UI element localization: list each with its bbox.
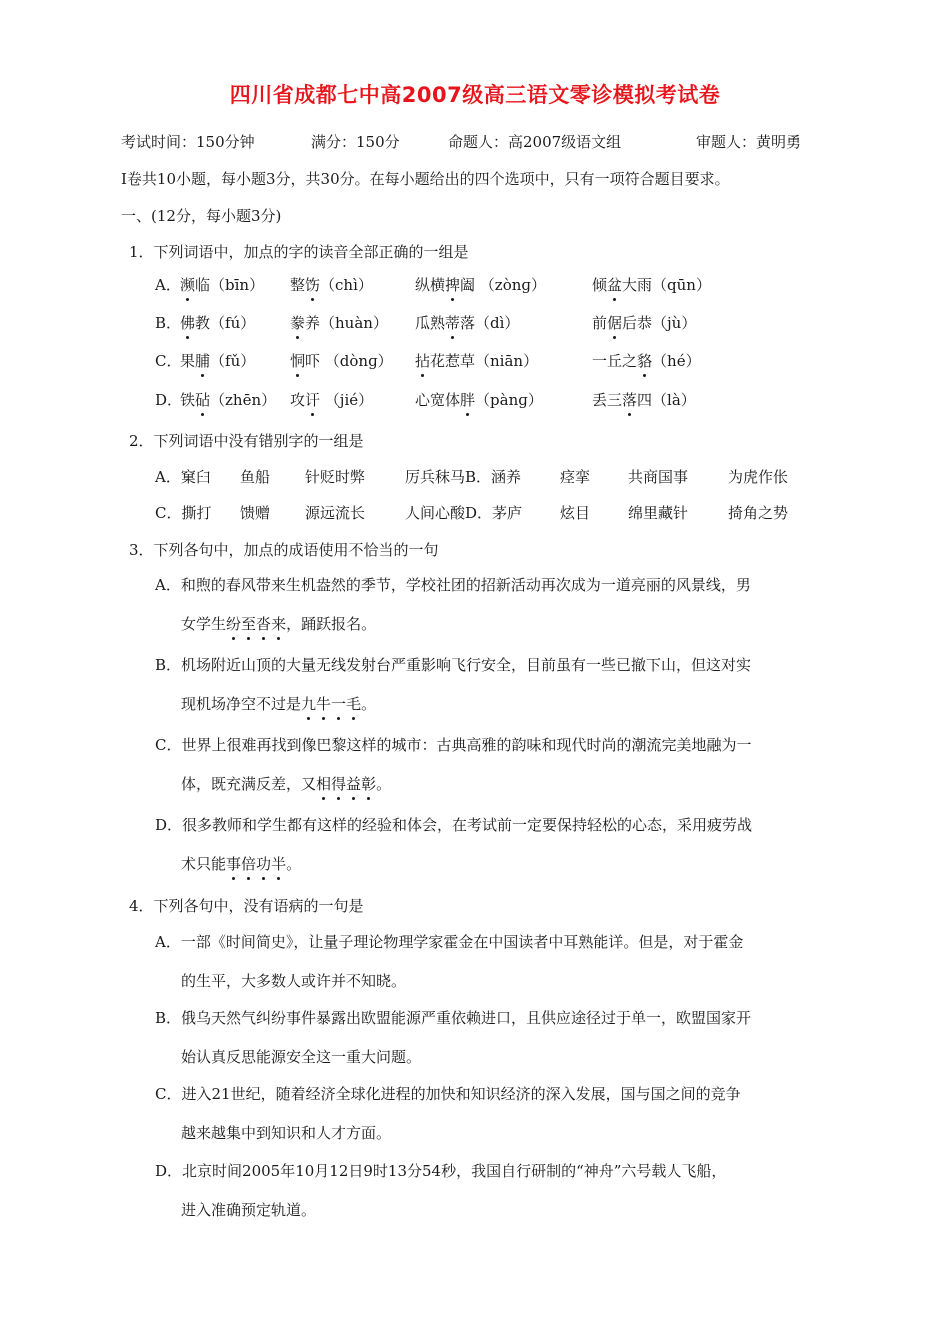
option-text-continued: 越来越集中到知识和人才方面。 <box>181 1124 392 1142</box>
dotted-char: 沓 <box>256 615 272 633</box>
word-text: 阖 （zònɡ） <box>460 276 546 294</box>
word-item <box>290 313 388 333</box>
word-item <box>290 351 393 371</box>
word-text: 铁 <box>180 391 196 409</box>
word-item: C．撕打 <box>155 504 212 522</box>
word-text: 整 <box>290 276 306 294</box>
word-text: 丢三 <box>592 391 623 409</box>
option-text-continued <box>181 694 376 714</box>
option-label: A． <box>155 276 181 294</box>
exam-time: 考试时间：150分钟 <box>121 133 255 151</box>
dotted-char: 貉 <box>637 352 653 370</box>
dotted-char: 益 <box>346 775 362 793</box>
word-text: 吓 （dònɡ） <box>305 352 393 370</box>
word-text: 体，既充满反差，又 <box>181 775 317 793</box>
dotted-char: 砧 <box>195 391 211 409</box>
word-text: 花惹草（niān） <box>430 352 539 370</box>
dotted-char: 功 <box>256 855 272 873</box>
word-text: 攻 <box>290 391 306 409</box>
word-text: 女学生 <box>181 615 227 633</box>
word-item: 鱼船 <box>240 468 271 486</box>
question-1-stem: 1．下列词语中，加点的字的读音全部正确的一组是 <box>129 243 469 261</box>
word-item <box>180 275 264 295</box>
option-text: A．一部《时间简史》，让量子理论物理学家霍金在中国读者中耳熟能详。但是，对于霍金 <box>155 933 744 951</box>
option-text-continued: 始认真反思能源安全这一重大问题。 <box>181 1048 422 1066</box>
dotted-char: 纷 <box>226 615 242 633</box>
option-text: B．俄乌天然气纠纷事件暴露出欧盟能源严重依赖进口，且供应途径过于单一，欧盟国家开 <box>155 1009 752 1027</box>
option-text: D．很多教师和学生都有这样的经验和体会，在考试前一定要保持轻松的心态，采用疲劳战 <box>155 816 753 834</box>
word-item: 痉挛 <box>560 468 591 486</box>
word-item <box>592 390 696 410</box>
option-text: B．机场附近山顶的大量无线发射台严重影响飞行安全，目前虽有一些已撤下山，但这对实 <box>155 656 752 674</box>
word-text: （fǔ） <box>210 352 256 370</box>
word-text: 纵横 <box>415 276 446 294</box>
word-text: 倾 <box>592 276 608 294</box>
option-text-continued: 进入准确预定轨道。 <box>181 1201 317 1219</box>
section-heading: 一、(12分，每小题3分) <box>121 207 282 225</box>
word-item: 炫目 <box>560 504 591 522</box>
dotted-char: 毛 <box>346 695 362 713</box>
word-text: （zhēn） <box>210 391 277 409</box>
word-item: 掎角之势 <box>728 504 789 522</box>
word-text: 果 <box>180 352 196 370</box>
word-text: 心宽体 <box>415 391 461 409</box>
dotted-char: 盆 <box>607 276 623 294</box>
dotted-char: 蒂 <box>445 314 461 332</box>
dotted-char: 倨 <box>607 314 623 332</box>
exam-setter: 命题人：高2007级语文组 <box>448 133 622 151</box>
word-item: A．窠臼 <box>155 468 211 486</box>
dotted-char: 捭 <box>445 276 461 294</box>
word-item: 厉兵秣马B．涵养 <box>405 468 522 486</box>
option-label: C． <box>155 352 182 370</box>
word-item <box>290 275 373 295</box>
dotted-char: 至 <box>241 615 257 633</box>
word-item <box>180 313 255 333</box>
exam-reviewer: 审题人：黄明勇 <box>696 133 802 151</box>
word-text: 养（huàn） <box>305 314 388 332</box>
word-item: 共商国事 <box>628 468 689 486</box>
word-text: 。 <box>376 775 392 793</box>
word-item <box>180 351 255 371</box>
question-3-stem: 3．下列各句中，加点的成语使用不恰当的一句 <box>129 541 439 559</box>
dotted-char: 九 <box>301 695 317 713</box>
word-text: 。 <box>361 695 377 713</box>
word-text: 教（fú） <box>195 314 256 332</box>
word-text: （hé） <box>652 352 701 370</box>
dotted-char: 恫 <box>290 352 306 370</box>
word-item <box>415 275 546 295</box>
word-item <box>415 390 543 410</box>
word-text: 术只能 <box>181 855 227 873</box>
word-text: 四（là） <box>637 391 696 409</box>
dotted-char: 脯 <box>195 352 211 370</box>
option-text-continued <box>181 854 301 874</box>
dotted-char: 落 <box>622 391 638 409</box>
dotted-char: 佛 <box>180 314 196 332</box>
dotted-char: 胖 <box>460 391 476 409</box>
word-item <box>290 390 373 410</box>
word-item <box>592 313 696 333</box>
word-text: 前 <box>592 314 608 332</box>
dotted-char: 彰 <box>361 775 377 793</box>
word-item: 源远流长 <box>305 504 366 522</box>
word-text: （chì） <box>320 276 373 294</box>
dotted-char: 事 <box>226 855 242 873</box>
dotted-char: 半 <box>271 855 287 873</box>
exam-instructions: Ⅰ卷共10小题，每小题3分，共30分。在每小题给出的四个选项中，只有一项符合题目要求。 <box>121 170 730 188</box>
option-text-continued <box>181 774 391 794</box>
word-text: 落（dì） <box>460 314 520 332</box>
dotted-char: 饬 <box>305 276 321 294</box>
dotted-char: 一 <box>331 695 347 713</box>
word-item: 绵里藏针 <box>628 504 689 522</box>
option-text-continued: 的生平，大多数人或许并不知晓。 <box>181 972 407 990</box>
dotted-char: 来 <box>271 615 287 633</box>
exam-full-score: 满分：150分 <box>311 133 400 151</box>
word-item <box>592 275 711 295</box>
option-text: A．和煦的春风带来生机盎然的季节，学校社团的招新活动再次成为一道亮丽的风景线，男 <box>155 576 751 594</box>
word-item: 馈赠 <box>240 504 271 522</box>
dotted-char: 牛 <box>316 695 332 713</box>
option-label: D． <box>155 391 183 409</box>
word-text: ，踊跃报名。 <box>286 615 377 633</box>
word-text: 临（bīn） <box>195 276 265 294</box>
word-text: 。 <box>286 855 302 873</box>
dotted-char: 相 <box>316 775 332 793</box>
word-text: 瓜熟 <box>415 314 446 332</box>
option-text-continued <box>181 614 376 634</box>
word-text: （pànɡ） <box>475 391 543 409</box>
option-text: C．进入21世纪，随着经济全球化进程的加快和知识经济的深入发展，国与国之间的竞争 <box>155 1085 741 1103</box>
word-item: 人间心酸D．茅庐 <box>405 504 523 522</box>
word-item: 为虎作伥 <box>728 468 789 486</box>
question-4-stem: 4．下列各句中，没有语病的一句是 <box>129 897 364 915</box>
dotted-char: 倍 <box>241 855 257 873</box>
word-item <box>415 313 519 333</box>
word-text: （jié） <box>320 391 374 409</box>
dotted-char: 得 <box>331 775 347 793</box>
word-item <box>415 351 538 371</box>
dotted-char: 豢 <box>290 314 306 332</box>
dotted-char: 讦 <box>305 391 321 409</box>
word-text: 大雨（qūn） <box>622 276 711 294</box>
exam-title: 四川省成都七中高2007级高三语文零诊模拟考试卷 <box>229 83 721 107</box>
option-text: D．北京时间2005年10月12日9时13分54秒，我国自行研制的“神舟”六号载人飞船， <box>155 1162 727 1180</box>
word-item <box>180 390 276 410</box>
question-2-stem: 2．下列词语中没有错别字的一组是 <box>129 432 364 450</box>
word-item: 针贬时弊 <box>305 468 366 486</box>
word-text: 一丘之 <box>592 352 638 370</box>
word-text: 现机场净空不过是 <box>181 695 302 713</box>
word-text: 后恭（jù） <box>622 314 697 332</box>
option-label: B． <box>155 314 182 332</box>
dotted-char: 濒 <box>180 276 196 294</box>
option-text: C．世界上很难再找到像巴黎这样的城市：古典高雅的韵味和现代时尚的潮流完美地融为一 <box>155 736 752 754</box>
word-item <box>592 351 701 371</box>
dotted-char: 拈 <box>415 352 431 370</box>
